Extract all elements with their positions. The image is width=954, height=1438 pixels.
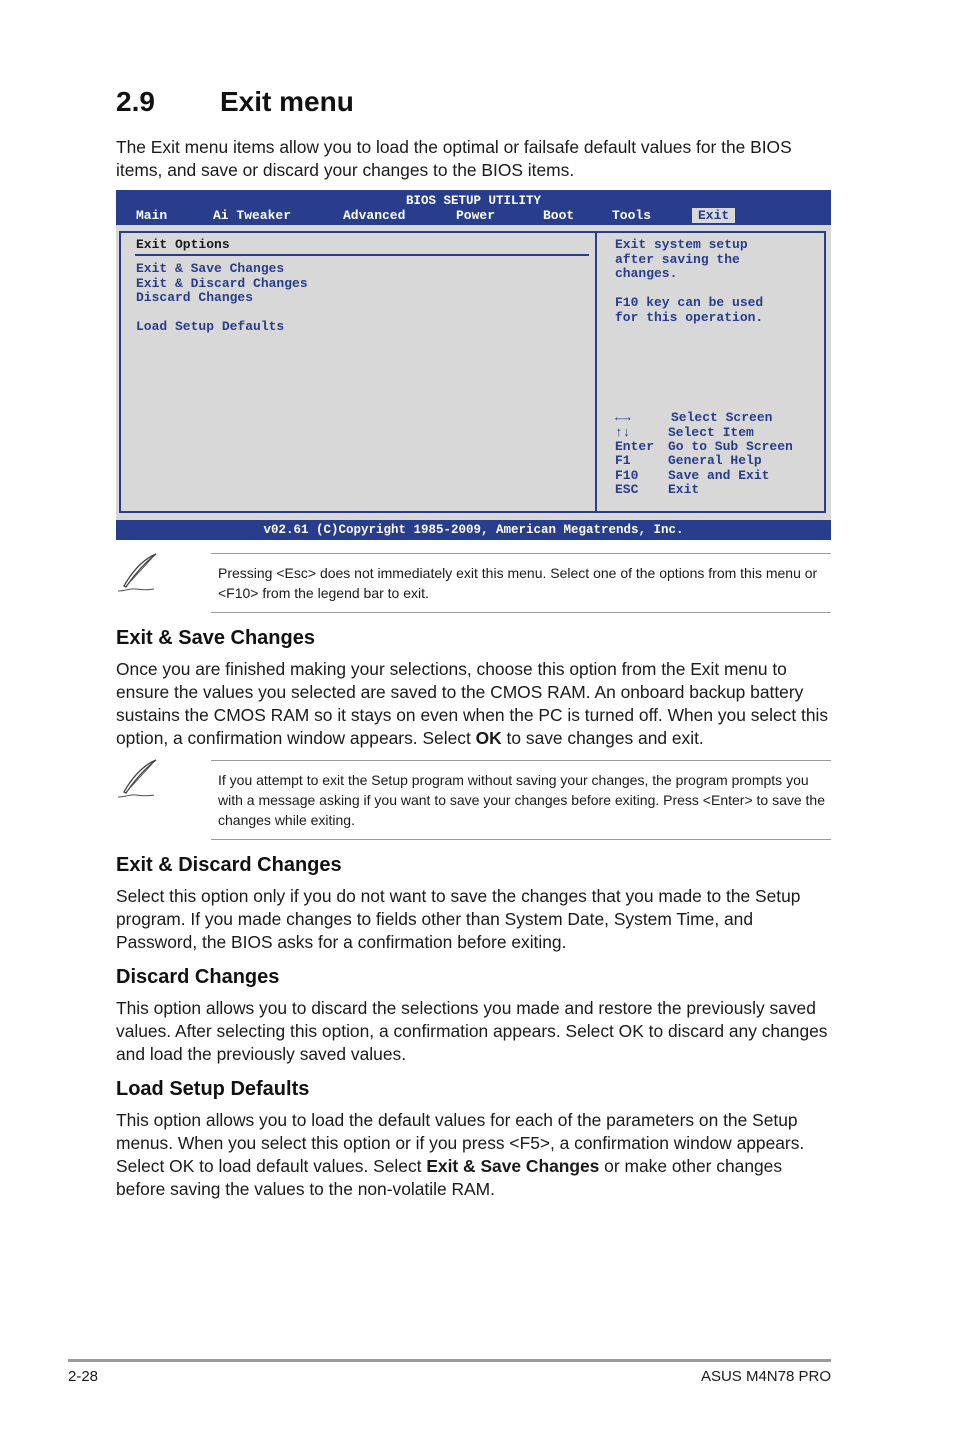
bios-legend-row [615, 468, 769, 483]
bios-tab-advanced[interactable]: Advanced [343, 208, 406, 223]
legend-action: Save and Exit [668, 468, 770, 483]
product-name: ASUS M4N78 PRO [700, 1368, 831, 1385]
bios-legend-row [615, 425, 754, 440]
load-defaults-bold: Exit & Save Changes [426, 1156, 600, 1176]
bios-title: BIOS SETUP UTILITY [405, 194, 542, 208]
load-defaults-text-end: or make other changes before saving the values to the non-volatile RAM. [116, 1156, 783, 1199]
bios-item-discard[interactable]: Discard Changes [136, 290, 254, 305]
footer-rule [68, 1359, 831, 1362]
legend-key: Enter [615, 439, 655, 454]
bios-tab-ai-tweaker[interactable]: Ai Tweaker [213, 208, 292, 223]
legend-action: Exit [668, 482, 700, 497]
legend-key: ESC [615, 482, 639, 497]
bios-tab-boot[interactable]: Boot [543, 208, 575, 223]
bios-legend-row [615, 439, 793, 454]
bios-options-underline [135, 254, 589, 256]
exit-discard-paragraph: Select this option only if you do not want to save the changes that you made to the Setup program. If you made changes to fields other than System Date, System Time, and Password, the BIOS asks for a confirmation before exiting. [116, 886, 801, 952]
bios-options-title: Exit Options [136, 237, 230, 252]
subheading-exit-discard: Exit & Discard Changes [116, 854, 342, 876]
bios-item-exit-save[interactable]: Exit & Save Changes [136, 261, 285, 276]
legend-key: F10 [615, 468, 639, 483]
feather-pen-icon [116, 758, 160, 800]
bios-help-line: for this operation. [615, 310, 764, 325]
feather-pen-icon [116, 552, 160, 594]
discard-paragraph: This option allows you to discard the selections you made and restore the previously saved values. After selecting this option, a confirmation appears. Select OK to discard any changes and load the previously saved values. [116, 998, 828, 1064]
bios-legend-row [615, 410, 772, 425]
note-rule-top [211, 553, 831, 554]
page-number: 2-28 [68, 1368, 99, 1385]
subheading-exit-save: Exit & Save Changes [116, 627, 315, 649]
bios-help-line: after saving the [615, 252, 740, 267]
bios-help-line: changes. [615, 266, 678, 281]
bios-tab-main[interactable]: Main [136, 208, 168, 223]
section-title: Exit menu [220, 86, 354, 117]
legend-key: F1 [615, 453, 631, 468]
bios-tab-power[interactable]: Power [456, 208, 496, 223]
note-text: If you attempt to exit the Setup program without saving your changes, the program prompts you with a message asking if you want to save your changes before exiting. Press <Enter> to save the changes while exiting. [218, 772, 826, 828]
legend-action: Select Item [668, 425, 754, 440]
legend-key: ←→ [615, 410, 631, 425]
legend-action: General Help [668, 453, 762, 468]
exit-save-paragraph [116, 658, 832, 750]
bios-tab-exit[interactable]: Exit [692, 208, 735, 223]
exit-save-bold: OK [475, 728, 502, 748]
note-rule-bottom [211, 612, 831, 613]
intro-paragraph: The Exit menu items allow you to load the optimal or failsafe default values for the BIOS items, and save or discard your changes to the BIOS items. [116, 137, 792, 180]
section-heading [116, 86, 354, 118]
subheading-discard: Discard Changes [116, 966, 280, 988]
load-defaults-paragraph [116, 1109, 832, 1201]
legend-action: Select Screen [671, 410, 773, 425]
legend-key: ↑↓ [615, 425, 631, 440]
bios-panel-divider [595, 231, 597, 513]
bios-header-bar [116, 190, 831, 225]
load-defaults-text: This option allows you to load the default values for each of the parameters on the Setup menus. When you select this option or if you press <F5>, a confirmation window appears. Select OK to load default values. Select [116, 1110, 805, 1176]
legend-action: Go to Sub Screen [668, 439, 793, 454]
note-rule-bottom [211, 839, 831, 840]
section-number: 2.9 [116, 86, 155, 117]
bios-screenshot [116, 190, 831, 540]
bios-footer: v02.61 (C)Copyright 1985-2009, American Megatrends, Inc. [116, 520, 831, 540]
bios-legend-row [615, 453, 762, 468]
bios-item-exit-discard[interactable]: Exit & Discard Changes [136, 276, 308, 291]
exit-save-text-end: to save changes and exit. [501, 728, 704, 748]
note-text: Pressing <Esc> does not immediately exit this menu. Select one of the options from this menu or <F10> from the legend bar to exit. [218, 565, 818, 601]
bios-help-line: F10 key can be used [615, 295, 764, 310]
bios-help-line: Exit system setup [615, 237, 748, 252]
bios-tab-tools[interactable]: Tools [612, 208, 652, 223]
note-rule-top [211, 760, 831, 761]
bios-legend-row [615, 482, 699, 497]
exit-save-text: Once you are finished making your selections, choose this option from the Exit menu to ensure the values you selected are saved to the CMOS RAM. An onboard backup battery sustains the CMOS RAM so it stays on even when the PC is turned off. When you select this option, a confirmation window appears. Select [116, 659, 829, 748]
subheading-load-defaults: Load Setup Defaults [116, 1078, 310, 1100]
bios-item-load-defaults[interactable]: Load Setup Defaults [136, 319, 285, 334]
